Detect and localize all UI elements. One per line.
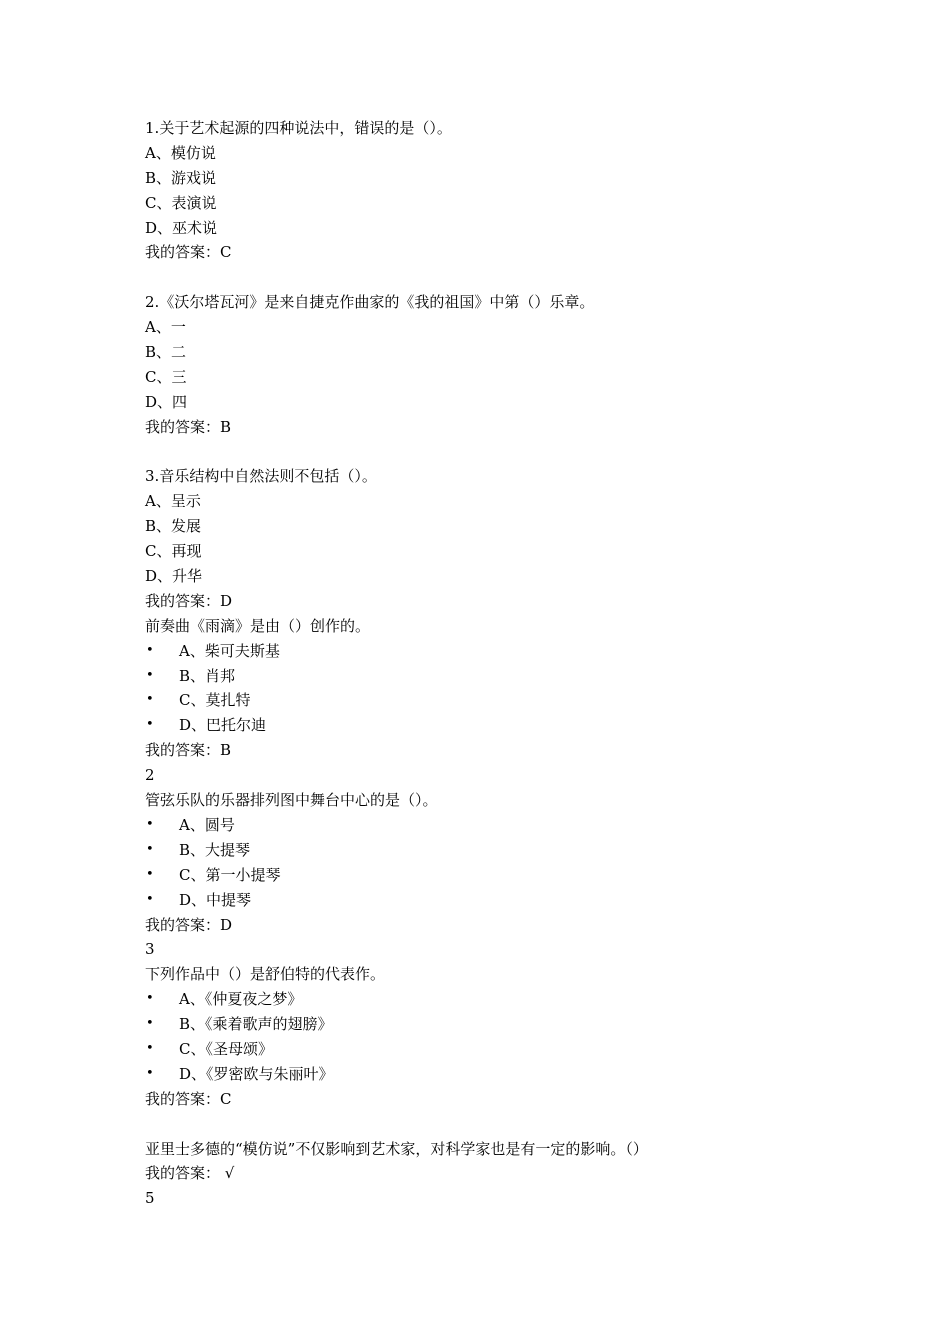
question-text — [145, 464, 905, 489]
option-label: B、发展 — [145, 517, 202, 536]
bulleted-option — [145, 813, 905, 838]
option-label: C、第一小提琴 — [179, 865, 281, 884]
option-label: B、大提琴 — [179, 840, 251, 859]
question-index-number: 3 — [145, 940, 155, 959]
paragraph-gap — [145, 440, 905, 465]
bulleted-option — [145, 1062, 905, 1087]
bulleted-option — [145, 987, 905, 1012]
bulleted-option — [145, 1037, 905, 1062]
bullet-icon: • — [146, 891, 154, 907]
option-label: A、柴可夫斯基 — [179, 641, 280, 660]
my-answer: 我的答案：C — [145, 243, 232, 262]
option-label: D、四 — [145, 392, 188, 411]
bullet-icon: • — [146, 841, 154, 857]
option-label: C、莫扎特 — [179, 691, 251, 710]
question-stem: 《沃尔塔瓦河》是来自捷克作曲家的《我的祖国》中第（）乐章。 — [159, 293, 595, 312]
my-answer: 我的答案：D — [145, 915, 233, 934]
question-text — [145, 962, 905, 987]
bulleted-option — [145, 888, 905, 913]
question-text — [145, 614, 905, 639]
question-number: 3. — [145, 467, 160, 486]
option-label: C、再现 — [145, 542, 202, 561]
bulleted-option — [145, 838, 905, 863]
bullet-icon: • — [146, 1016, 154, 1032]
question-text — [145, 290, 905, 315]
option-label: B、二 — [145, 343, 187, 362]
question-text — [145, 116, 905, 141]
option-label: B、《乘着歌声的翅膀》 — [179, 1015, 333, 1034]
question-index-number: 5 — [145, 1189, 155, 1208]
paragraph-gap — [145, 265, 905, 290]
option-label: C、三 — [145, 367, 187, 386]
bulleted-option — [145, 863, 905, 888]
option-label: D、中提琴 — [179, 890, 252, 909]
option-label: D、升华 — [145, 567, 203, 586]
question-number: 1. — [145, 119, 160, 137]
option-label: C、《圣母颂》 — [179, 1039, 273, 1058]
bulleted-option — [145, 1012, 905, 1037]
option-label: C、表演说 — [145, 193, 217, 212]
bulleted-option — [145, 639, 905, 664]
question-stem: 关于艺术起源的四种说法中，错误的是（）。 — [159, 119, 452, 137]
bullet-icon: • — [146, 1040, 154, 1056]
option-label: A、圆号 — [179, 815, 235, 834]
option-label: A、《仲夏夜之梦》 — [179, 990, 303, 1009]
my-answer: 我的答案：D — [145, 591, 233, 610]
question-stem: 下列作品中（）是舒伯特的代表作。 — [145, 965, 386, 984]
bullet-icon: • — [146, 816, 154, 832]
question-index-number: 2 — [145, 766, 155, 785]
bulleted-option — [145, 688, 905, 713]
option-label: D、《罗密欧与朱丽叶》 — [179, 1064, 334, 1083]
question-text — [145, 788, 905, 813]
question-stem: 管弦乐队的乐器排列图中舞台中心的是（）。 — [145, 791, 438, 810]
option-label: A、模仿说 — [145, 143, 216, 162]
my-answer: 我的答案：C — [145, 1089, 232, 1108]
bullet-icon: • — [146, 866, 154, 882]
bullet-icon: • — [146, 1065, 154, 1081]
option-label: B、肖邦 — [179, 666, 236, 685]
my-answer: 我的答案：B — [145, 741, 232, 760]
option-label: D、巫术说 — [145, 218, 218, 237]
question-stem: 亚里士多德的“模仿说”不仅影响到艺术家，对科学家也是有一定的影响。（） — [145, 1139, 648, 1158]
my-answer: 我的答案： √ — [145, 1164, 235, 1183]
option-label: A、呈示 — [145, 492, 201, 511]
question-number: 2. — [145, 293, 160, 312]
bulleted-option — [145, 664, 905, 689]
option-label: A、一 — [145, 318, 186, 337]
option-label: B、游戏说 — [145, 168, 217, 187]
bulleted-option — [145, 713, 905, 738]
bullet-icon: • — [146, 991, 154, 1007]
question-stem: 音乐结构中自然法则不包括（）。 — [159, 467, 377, 486]
question-text — [145, 1137, 905, 1162]
bullet-icon: • — [146, 692, 154, 708]
question-stem: 前奏曲《雨滴》是由（）创作的。 — [145, 616, 371, 635]
paragraph-gap — [145, 1112, 905, 1137]
my-answer: 我的答案：B — [145, 417, 232, 436]
document-page — [145, 116, 905, 1211]
bullet-icon: • — [146, 667, 154, 683]
bullet-icon: • — [146, 717, 154, 733]
option-label: D、巴托尔迪 — [179, 716, 267, 735]
bullet-icon: • — [146, 642, 154, 658]
